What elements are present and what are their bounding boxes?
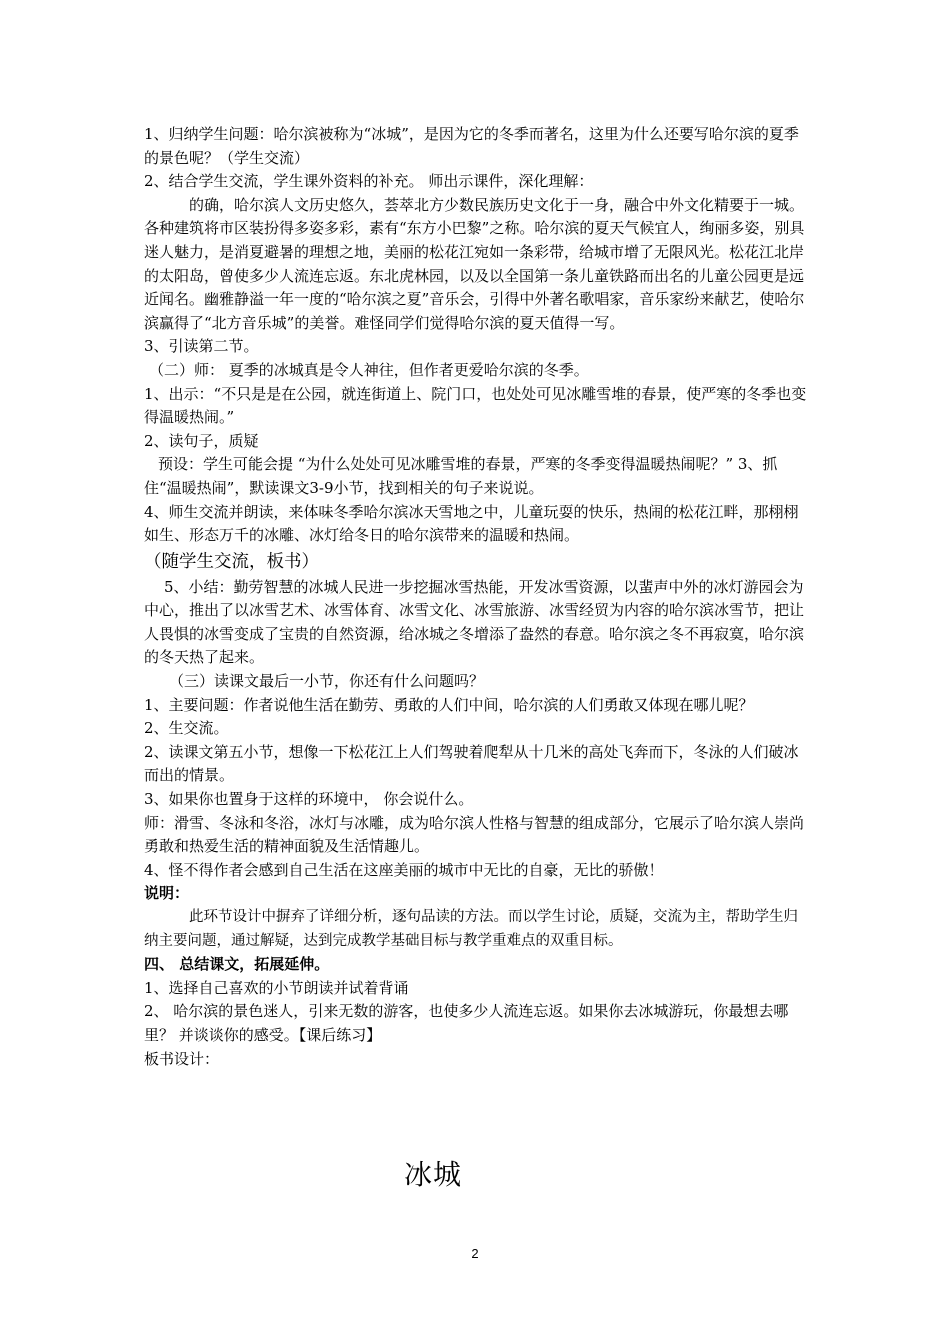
paragraph-9: 4、师生交流并朗读，来体味冬季哈尔滨冰天雪地之中，儿童玩耍的快乐，热闹的松花江畔，那栩栩如生、形态万千的冰雕、冰灯给冬日的哈尔滨带来的温暖和热闹。 [144, 502, 799, 545]
paragraph-5: （二）师： 夏季的冰城真是令人神往，但作者更爱哈尔滨的冬季。 [149, 360, 589, 379]
paragraph-18: 4、怪不得作者会感到自己生活在这座美丽的城市中无比的自豪，无比的骄傲！ [144, 860, 664, 879]
paragraph-16: 3、如果你也置身于这样的环境中， 你会说什么。 [144, 790, 474, 809]
paragraph-8: 预设：学生可能会提 “为什么处处可见冰雕雪堆的春景，严寒的冬季变得温暖热闹呢？” 3、抓住“温暖热闹”，默读课文3-9小节，找到相关的句子来说说。 [144, 455, 778, 497]
paragraph-6: 1、出示：“不只是是在公园，就连街道上、院门口，也处处可见冰雕雪堆的春景，使严寒的冬季也变得温暖热闹。” [144, 384, 807, 427]
paragraph-3: 的确，哈尔滨人文历史悠久，荟萃北方少数民族历史文化于一身，融合中外文化精要于一城。各种建筑将市区装扮得多姿多彩，素有“东方小巴黎”之称。哈尔滨的夏天气候宜人，绚丽多姿，别具迷人魅力，是消夏避暑的理想之地，美丽的松花江宛如一条彩带，给城市增了无限风光。松花江北岸的太阳岛，曾使多少人流连忘返。东北虎林园，以及以全国第一条儿童铁路而出名的儿童公园更是远近闻名。幽雅静溢一年一度的“哈尔滨之夏”音乐会，引得中外著名歌唱家，音乐家纷来献艺，使哈尔滨赢得了“北方音乐城”的美誉。难怪同学们觉得哈尔滨的夏天值得一写。 [144, 195, 805, 332]
paragraph-17: 师：滑雪、冬泳和冬浴，冰灯与冰雕，成为哈尔滨人性格与智慧的组成部分，它展示了哈尔滨人崇尚勇敢和热爱生活的精神面貌及生活情趣儿。 [144, 813, 805, 856]
board-title: 冰城 [404, 1158, 463, 1191]
note-text: 此环节设计中摒弃了详细分析，逐句品读的方法。而以学生讨论，质疑，交流为主，帮助学生归纳主要问题，通过解疑，达到完成教学基础目标与教学重难点的双重目标。 [144, 909, 798, 949]
paragraph-15: 2、读课文第五小节，想像一下松花江上人们驾驶着爬犁从十几米的高处飞奔而下，冬泳的人们破冰而出的情景。 [144, 742, 799, 785]
note-heading: 说明： [144, 884, 190, 903]
paragraph-10: （随学生交流，板书） [144, 551, 319, 572]
section-four-heading: 四、 总结课文，拓展延伸。 [144, 955, 330, 974]
paragraph-7: 2、读句子，质疑 [144, 431, 259, 450]
paragraph-12: （三）读课文最后一小节，你还有什么问题吗？ [169, 672, 485, 691]
page-number: 2 [471, 1246, 479, 1261]
paragraph-2: 2、结合学生交流，学生课外资料的补充。 师出示课件，深化理解： [144, 172, 594, 191]
paragraph-22: 1、选择自己喜欢的小节朗读并试着背诵 [144, 978, 409, 997]
paragraph-1: 1、归纳学生问题：哈尔滨被称为“冰城”，是因为它的冬季而著名，这里为什么还要写哈尔滨的夏季的景色呢？（学生交流） [144, 125, 799, 167]
paragraph-11: 5、小结：勤劳智慧的冰城人民进一步挖掘冰雪热能，开发冰雪资源，以蜚声中外的冰灯游园会为中心，推出了以冰雪艺术、冰雪体育、冰雪文化、冰雪旅游、冰雪经贸为内容的哈尔滨冰雪节，把让人畏惧的冰雪变成了宝贵的自然资源，给冰城之冬增添了盎然的春意。哈尔滨之冬不再寂寞，哈尔滨的冬天热了起来。 [144, 577, 805, 667]
board-design-label: 板书设计： [144, 1049, 220, 1068]
paragraph-4: 3、引读第二节。 [144, 337, 259, 356]
paragraph-13: 1、主要问题：作者说他生活在勤劳、勇敢的人们中间，哈尔滨的人们勇敢又体现在哪儿呢？ [144, 695, 754, 714]
paragraph-23: 2、 哈尔滨的景色迷人，引来无数的游客，也使多少人流连忘返。如果你去冰城游玩，你最想去哪里？ 并谈谈你的感受。【课后练习】 [144, 1002, 789, 1044]
paragraph-14: 2、生交流。 [144, 719, 229, 738]
document-body [144, 123, 809, 1071]
